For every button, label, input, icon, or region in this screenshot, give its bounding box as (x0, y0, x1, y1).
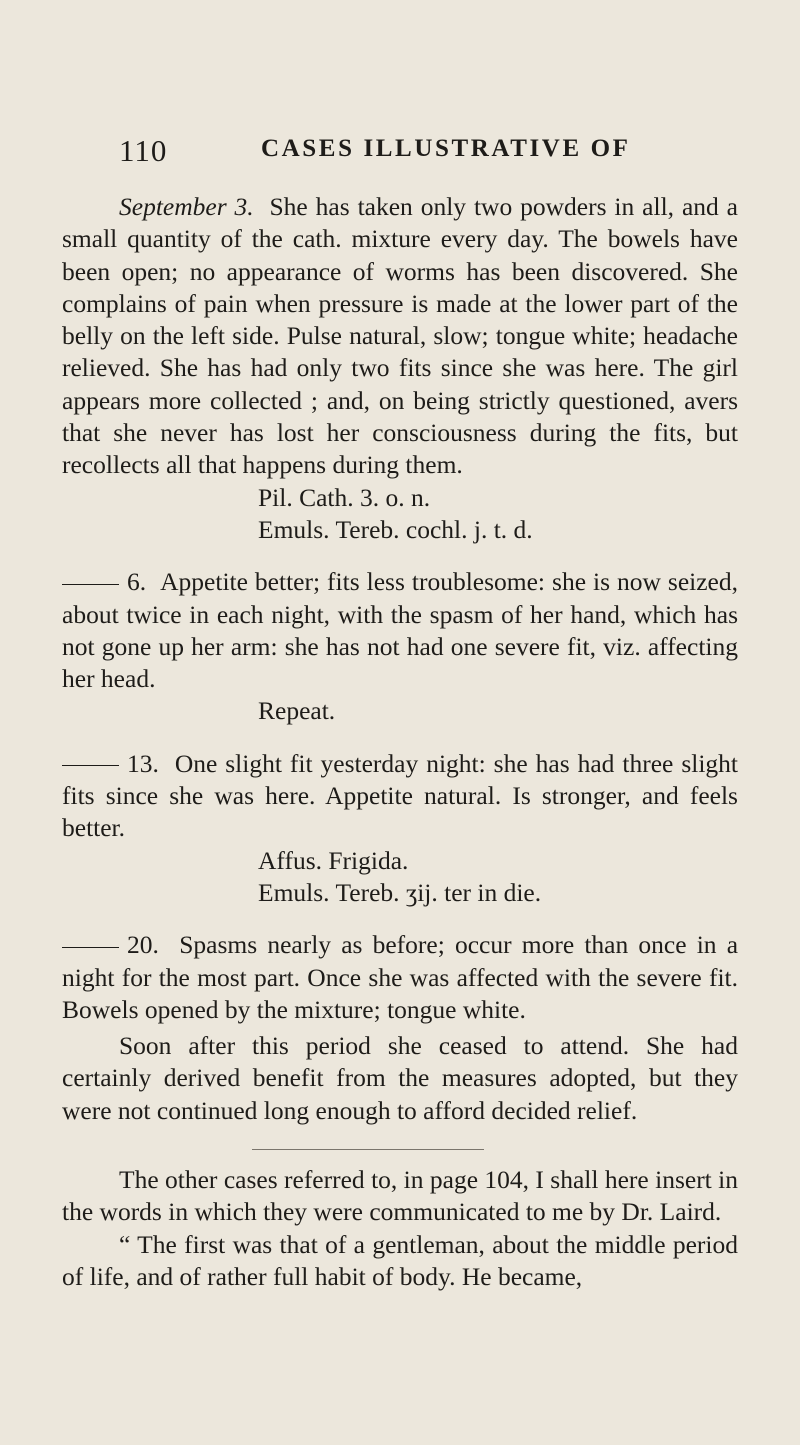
page-header (119, 133, 739, 167)
running-head: CASES ILLUSTRATIVE OF (261, 135, 631, 162)
ditto-dash (62, 584, 119, 585)
prescription-line: Repeat. (258, 696, 336, 726)
prescription-line: Emuls. Tereb. cochl. j. t. d. (258, 514, 533, 544)
entry-text: One slight fit yesterday night: she has had three slight fits since she was here. Appetite natural. Is stronger, and feels better. (62, 748, 738, 843)
paragraph-first-case: “ The first was that of a gentleman, about the middle period of life, and of rather full habit of body. He became, (62, 1229, 738, 1291)
entry-day-13 (62, 748, 738, 845)
entry-day-20 (62, 929, 738, 1026)
entry-text: She has taken only two powders in all, and a small quantity of the cath. mixture every day. The bowels have been open; no appearance of worms has been discovered. She complains of pain when pressure is made at the lower part of the belly on the left side. Pulse natural, slow; tongue white; headache relieved. She has had only two fits since she was here. The girl appears more collected ; and, on being strictly questioned, avers that she never has lost her consciousness during the fits, but recollects all that happens during them. (62, 192, 738, 480)
entry-day-6 (62, 566, 738, 695)
prescription-line: Affus. Frigida. (258, 845, 409, 875)
prescription-line: Emuls. Tereb. ʒij. ter in die. (258, 877, 542, 907)
entry-september-3 (62, 191, 738, 482)
body-text (62, 191, 738, 1293)
page-number: 110 (119, 133, 168, 168)
prescription-line: Pil. Cath. 3. o. n. (258, 482, 431, 512)
paragraph-soon-after: Soon after this period she ceased to attend. She had certainly derived benefit from the measures adopted, but they were not continued long enough to afford decided relief. (62, 1031, 738, 1125)
entry-day: 6. (127, 567, 147, 597)
entry-day: 13. (127, 748, 159, 778)
ditto-dash (62, 947, 119, 948)
entry-date: September 3. (119, 192, 254, 221)
entry-text: Appetite better; fits less troublesome: she is now seized, about twice in each night, with the spasm of her hand, which has not gone up her arm: she has not had one severe fit, viz. affecting her head. (62, 567, 739, 694)
ditto-dash (62, 765, 119, 766)
entry-text: Spasms nearly as before; occur more than once in a night for the most part. Once she was affected with the severe fit. Bowels opened by the mixture; tongue white. (62, 930, 739, 1024)
section-divider (252, 1149, 484, 1150)
paragraph-other-cases: The other cases referred to, in page 104, I shall here insert in the words in which they were communicated to me by Dr. Laird. (62, 1165, 738, 1227)
entry-day: 20. (127, 930, 159, 960)
